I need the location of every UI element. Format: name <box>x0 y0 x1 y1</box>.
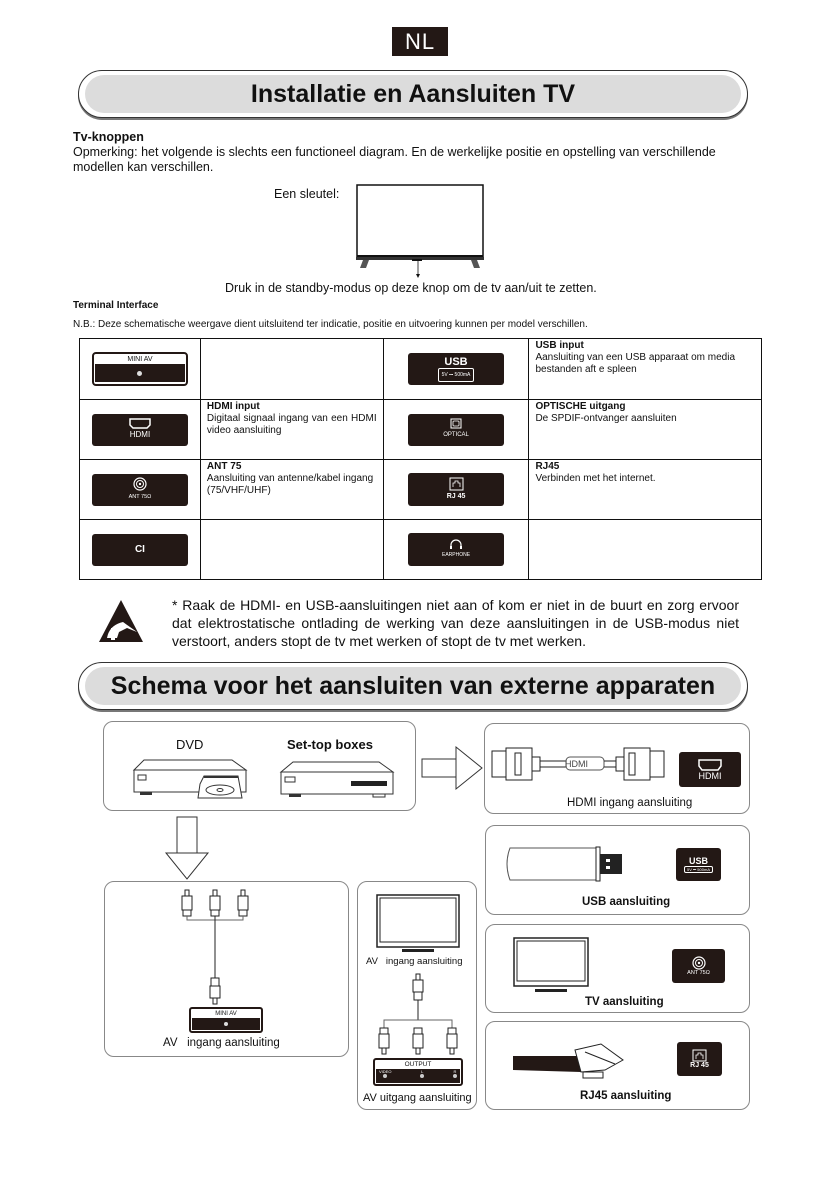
usb-input-title: USB input <box>535 340 584 351</box>
standby-caption: Druk in de standby-modus op deze knop om de tv aan/uit te zetten. <box>225 281 597 295</box>
rj45-port-icon: RJ 45 <box>408 473 504 506</box>
language-badge: NL <box>392 27 448 56</box>
arrow-down-icon <box>164 815 210 881</box>
earphone-port-icon: EARPHONE <box>408 533 504 566</box>
rj45-port-icon: RJ 45 <box>677 1042 722 1076</box>
mini-av-port-icon: MINI AV <box>189 1007 263 1033</box>
terminal-interface-table <box>79 338 762 580</box>
section-title: Schema voor het aansluiten van externe apparaten <box>85 667 741 705</box>
tv-buttons-note: Opmerking: het volgende is slechts een functioneel diagram. En de werkelijke positie en opstelling van verschillende modellen kan verschillen. <box>73 145 716 174</box>
set-top-box-icon <box>279 760 397 800</box>
dvd-label: DVD <box>176 737 204 752</box>
hdmi-input-desc: Digitaal signaal ingang van een HDMI video aansluiting <box>206 413 377 436</box>
tv-icon <box>513 937 589 993</box>
antenna-port-icon: ANT 75Ω <box>672 949 725 983</box>
av-output-connection-box <box>357 881 477 1110</box>
av-input-connection-box <box>104 881 349 1057</box>
usb-connection-box <box>485 825 750 915</box>
usb-input-desc: Aansluiting van een USB apparaat om media bestanden aft e spleen <box>535 352 736 375</box>
table-row <box>80 339 762 400</box>
key-label: Een sleutel: <box>274 187 340 201</box>
section-banner-installation <box>78 70 748 118</box>
av-input-caption: AV ingang aansluiting <box>163 1037 280 1049</box>
ant-title: ANT 75 <box>206 461 242 472</box>
tv-front-diagram-icon <box>355 184 487 280</box>
usb-port-icon: USB 5V ⎓ 500mA <box>676 848 721 881</box>
rj45-desc: Verbinden met het internet. <box>535 473 656 484</box>
av-cable-icon <box>374 972 464 1062</box>
table-row <box>80 460 762 520</box>
section-banner-external-devices <box>78 662 748 710</box>
rj45-title: RJ45 <box>535 461 560 472</box>
source-devices-box <box>103 721 416 811</box>
table-row <box>80 520 762 580</box>
tv-icon <box>376 894 460 954</box>
av-cable-icon <box>175 888 265 1008</box>
ethernet-cable-icon <box>511 1042 631 1088</box>
arrow-right-icon <box>420 745 484 791</box>
av-tv-caption: AV ingang aansluiting <box>366 956 463 967</box>
usb-caption: USB aansluiting <box>582 896 671 908</box>
tv-buttons-heading: Tv-knoppen <box>73 130 144 144</box>
antenna-port-icon: ANT 75Ω <box>92 474 188 506</box>
rj45-connection-box <box>485 1021 750 1110</box>
usb-port-icon: USB 5V ⎓ 500mA <box>408 353 504 385</box>
dvd-player-icon <box>132 758 252 802</box>
terminal-note: N.B.: Deze schematische weergave dient uitsluitend ter indicatie, positie en uitvoering kunnen per model verschillen. <box>73 319 588 330</box>
tv-antenna-connection-box <box>485 924 750 1013</box>
hdmi-caption: HDMI ingang aansluiting <box>567 797 693 809</box>
set-top-boxes-label: Set-top boxes <box>287 737 373 752</box>
rj45-caption: RJ45 aansluiting <box>580 1090 672 1102</box>
hdmi-input-title: HDMI input <box>206 401 260 412</box>
section-title: Installatie en Aansluiten TV <box>85 75 741 113</box>
terminal-heading: Terminal Interface <box>73 300 159 311</box>
hdmi-connection-box <box>484 723 750 814</box>
ci-port-icon: CI <box>92 534 188 566</box>
esd-warning-text: * Raak de HDMI- en USB-aansluitingen niet aan of kom er niet in de buurt en zorg ervoor dat elektrostatische ontlading de werking van deze aansluitingen in de USB-modus niet verstoort, anders stopt de tv met werken of stopt de tv met werken. <box>172 597 739 649</box>
hdmi-cable-label: HDMI <box>565 759 588 769</box>
mini-av-port-icon: MINI AV <box>92 352 188 386</box>
usb-stick-icon <box>504 846 624 882</box>
tv-caption: TV aansluiting <box>585 996 664 1008</box>
optical-port-icon: OPTICAL <box>408 414 504 446</box>
optical-output-title: OPTISCHE uitgang <box>535 401 626 412</box>
table-row <box>80 400 762 460</box>
hdmi-port-icon: HDMI <box>92 414 188 446</box>
optical-output-desc: De SPDIF-ontvanger aansluiten <box>535 413 677 424</box>
av-output-caption: AV uitgang aansluiting <box>363 1092 472 1104</box>
av-output-port-icon: OUTPUT VIDEO L R <box>373 1058 463 1086</box>
esd-warning-icon <box>97 598 145 644</box>
ant-desc: Aansluiting van antenne/kabel ingang (75/VHF/UHF) <box>206 473 374 496</box>
hdmi-port-icon: HDMI <box>679 752 741 787</box>
